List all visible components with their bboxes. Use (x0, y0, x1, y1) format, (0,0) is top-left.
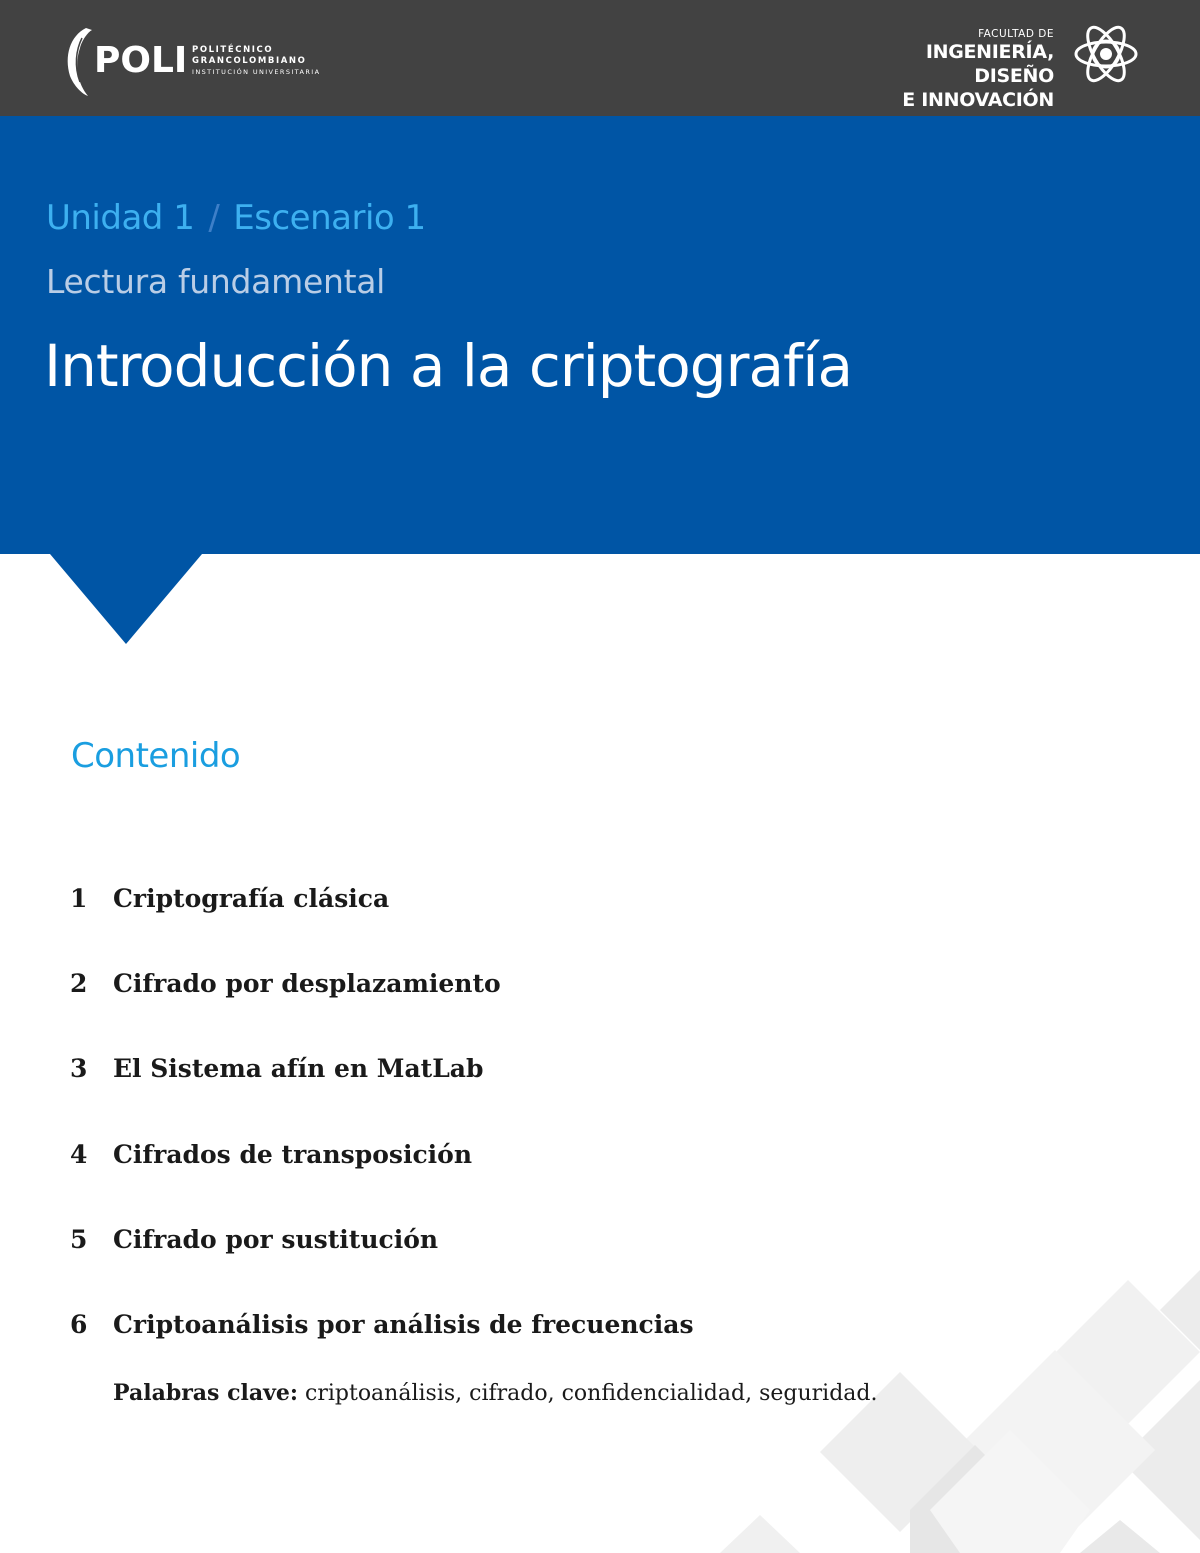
faculty-small-label: FACULTAD DE (978, 28, 1054, 40)
faculty-line-2: E INNOVACIÓN (902, 89, 1054, 111)
poli-sub-line-2: GRANCOLOMBIANO (192, 56, 307, 66)
toc-item[interactable] (70, 1140, 694, 1225)
unit-separator: / (208, 198, 220, 238)
scenario-label: Escenario 1 (233, 198, 426, 238)
poli-logo-word: POLI (94, 40, 188, 81)
toc-item-number: 6 (70, 1309, 88, 1339)
reading-subtitle: Lectura fundamental (46, 262, 385, 301)
toc-item-label: El Sistema afín en MatLab (113, 1054, 484, 1084)
toc-item-number: 2 (70, 969, 88, 999)
toc-item-label: Criptografía clásica (113, 884, 390, 913)
document-title: Introducción a la criptografía (44, 332, 853, 400)
keywords-line (113, 1380, 877, 1406)
unit-label: Unidad 1 (46, 198, 195, 238)
toc-item[interactable] (70, 969, 694, 1054)
faculty-line-1: INGENIERÍA, DISEÑO (925, 41, 1054, 87)
table-of-contents (70, 884, 694, 1395)
toc-item[interactable] (70, 1054, 694, 1139)
toc-item-label: Cifrado por desplazamiento (113, 969, 501, 999)
toc-item-number: 4 (70, 1139, 88, 1169)
contents-heading: Contenido (71, 736, 241, 776)
toc-item-number: 3 (70, 1054, 88, 1084)
keywords-list: criptoanálisis, cifrado, confidencialidad, seguridad. (305, 1381, 878, 1406)
toc-item-label: Criptoanálisis por análisis de frecuencias (113, 1309, 694, 1339)
toc-item-label: Cifrado por sustitución (113, 1224, 439, 1254)
toc-item-number: 1 (70, 884, 88, 913)
poli-sub-line-3: INSTITUCIÓN UNIVERSITARIA (192, 68, 321, 76)
toc-item-number: 5 (70, 1224, 88, 1254)
poli-sub-line-1: POLITÉCNICO (192, 45, 274, 55)
toc-item[interactable] (70, 884, 694, 969)
toc-item-label: Cifrados de transposición (113, 1139, 473, 1169)
toc-item[interactable] (70, 1225, 694, 1310)
keywords-label: Palabras clave: (113, 1380, 299, 1406)
